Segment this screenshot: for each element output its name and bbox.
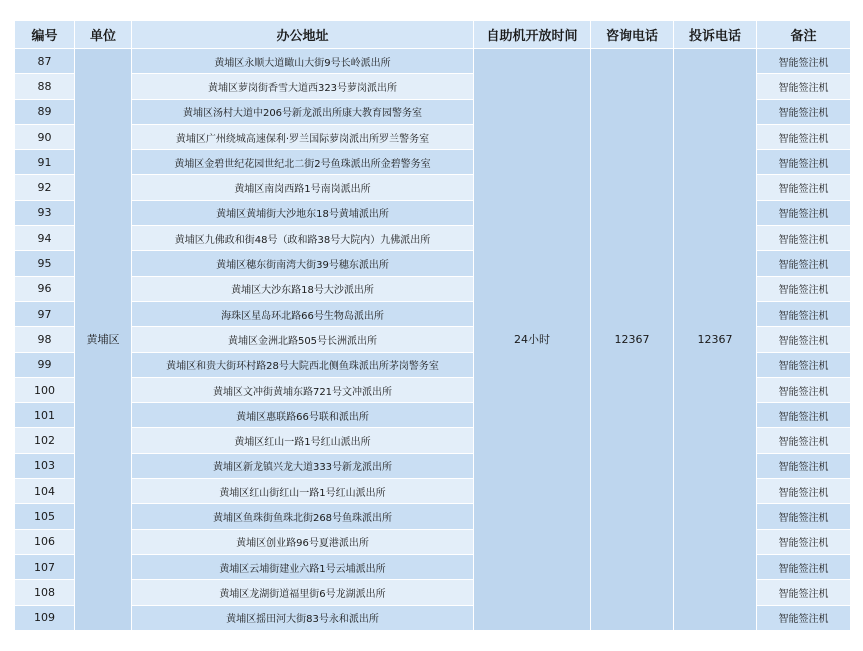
row-note-cell: 智能签注机 <box>757 124 851 149</box>
row-note-cell: 智能签注机 <box>757 529 851 554</box>
row-address-cell: 黄埔区摇田河大街83号永和派出所 <box>132 605 474 630</box>
row-id-cell: 100 <box>15 377 75 402</box>
row-note-cell: 智能签注机 <box>757 504 851 529</box>
row-address-cell: 黄埔区汤村大道中206号新龙派出所康大教育园警务室 <box>132 99 474 124</box>
row-note-cell: 智能签注机 <box>757 453 851 478</box>
header-address: 办公地址 <box>132 21 474 49</box>
row-address-cell: 黄埔区和贵大街环村路28号大院西北侧鱼珠派出所茅岗警务室 <box>132 352 474 377</box>
row-id-cell: 102 <box>15 428 75 453</box>
row-note-cell: 智能签注机 <box>757 150 851 175</box>
row-id-cell: 98 <box>15 327 75 352</box>
row-id-cell: 92 <box>15 175 75 200</box>
row-note-cell: 智能签注机 <box>757 251 851 276</box>
row-address-cell: 黄埔区金碧世纪花园世纪北二街2号鱼珠派出所金碧警务室 <box>132 150 474 175</box>
row-note-cell: 智能签注机 <box>757 175 851 200</box>
row-address-cell: 黄埔区红山街红山一路1号红山派出所 <box>132 479 474 504</box>
row-id-cell: 108 <box>15 580 75 605</box>
row-id-cell: 106 <box>15 529 75 554</box>
row-id-cell: 89 <box>15 99 75 124</box>
row-note-cell: 智能签注机 <box>757 301 851 326</box>
row-address-cell: 黄埔区创业路96号夏港派出所 <box>132 529 474 554</box>
row-id-cell: 93 <box>15 200 75 225</box>
row-note-cell: 智能签注机 <box>757 554 851 579</box>
row-id-cell: 90 <box>15 124 75 149</box>
row-id-cell: 91 <box>15 150 75 175</box>
header-hours: 自助机开放时间 <box>474 21 591 49</box>
row-address-cell: 黄埔区广州绕城高速保利·罗兰国际萝岗派出所罗兰警务室 <box>132 124 474 149</box>
row-address-cell: 黄埔区南岗西路1号南岗派出所 <box>132 175 474 200</box>
header-complaint-phone: 投诉电话 <box>674 21 757 49</box>
row-id-cell: 109 <box>15 605 75 630</box>
row-address-cell: 黄埔区黄埔街大沙地东18号黄埔派出所 <box>132 200 474 225</box>
header-unit: 单位 <box>75 21 132 49</box>
row-id-cell: 87 <box>15 49 75 74</box>
row-address-cell: 黄埔区惠联路66号联和派出所 <box>132 403 474 428</box>
row-note-cell: 智能签注机 <box>757 99 851 124</box>
row-note-cell: 智能签注机 <box>757 479 851 504</box>
row-address-cell: 黄埔区文冲街黄埔东路721号文冲派出所 <box>132 377 474 402</box>
row-id-cell: 95 <box>15 251 75 276</box>
row-id-cell: 104 <box>15 479 75 504</box>
row-id-cell: 101 <box>15 403 75 428</box>
row-note-cell: 智能签注机 <box>757 377 851 402</box>
header-row <box>15 21 851 49</box>
header-note: 备注 <box>757 21 851 49</box>
row-note-cell: 智能签注机 <box>757 74 851 99</box>
table-body <box>15 49 851 631</box>
row-note-cell: 智能签注机 <box>757 49 851 74</box>
row-id-cell: 96 <box>15 276 75 301</box>
row-address-cell: 黄埔区大沙东路18号大沙派出所 <box>132 276 474 301</box>
row-note-cell: 智能签注机 <box>757 403 851 428</box>
table-row <box>15 49 851 74</box>
row-note-cell: 智能签注机 <box>757 276 851 301</box>
office-table-container <box>14 20 850 631</box>
unit-cell: 黄埔区 <box>75 49 132 631</box>
row-address-cell: 黄埔区龙湖街道福里街6号龙湖派出所 <box>132 580 474 605</box>
row-id-cell: 103 <box>15 453 75 478</box>
row-note-cell: 智能签注机 <box>757 605 851 630</box>
header-consult-phone: 咨询电话 <box>591 21 674 49</box>
row-address-cell: 黄埔区永顺大道瞰山大街9号长岭派出所 <box>132 49 474 74</box>
row-note-cell: 智能签注机 <box>757 327 851 352</box>
row-id-cell: 94 <box>15 226 75 251</box>
row-id-cell: 107 <box>15 554 75 579</box>
row-note-cell: 智能签注机 <box>757 428 851 453</box>
row-address-cell: 黄埔区穗东街南湾大街39号穗东派出所 <box>132 251 474 276</box>
row-address-cell: 黄埔区萝岗街香雪大道西323号萝岗派出所 <box>132 74 474 99</box>
header-id: 编号 <box>15 21 75 49</box>
row-address-cell: 黄埔区金洲北路505号长洲派出所 <box>132 327 474 352</box>
row-address-cell: 黄埔区九佛政和街48号（政和路38号大院内）九佛派出所 <box>132 226 474 251</box>
row-id-cell: 99 <box>15 352 75 377</box>
row-note-cell: 智能签注机 <box>757 352 851 377</box>
row-id-cell: 105 <box>15 504 75 529</box>
row-note-cell: 智能签注机 <box>757 580 851 605</box>
row-address-cell: 黄埔区云埔街建业六路1号云埔派出所 <box>132 554 474 579</box>
row-id-cell: 97 <box>15 301 75 326</box>
consult-phone-cell: 12367 <box>591 49 674 631</box>
row-note-cell: 智能签注机 <box>757 200 851 225</box>
row-address-cell: 黄埔区新龙镇兴龙大道333号新龙派出所 <box>132 453 474 478</box>
row-address-cell: 黄埔区红山一路1号红山派出所 <box>132 428 474 453</box>
row-note-cell: 智能签注机 <box>757 226 851 251</box>
row-address-cell: 海珠区星岛环北路66号生物岛派出所 <box>132 301 474 326</box>
row-id-cell: 88 <box>15 74 75 99</box>
row-address-cell: 黄埔区鱼珠街鱼珠北街268号鱼珠派出所 <box>132 504 474 529</box>
office-table <box>14 20 851 631</box>
hours-cell: 24小时 <box>474 49 591 631</box>
complaint-phone-cell: 12367 <box>674 49 757 631</box>
